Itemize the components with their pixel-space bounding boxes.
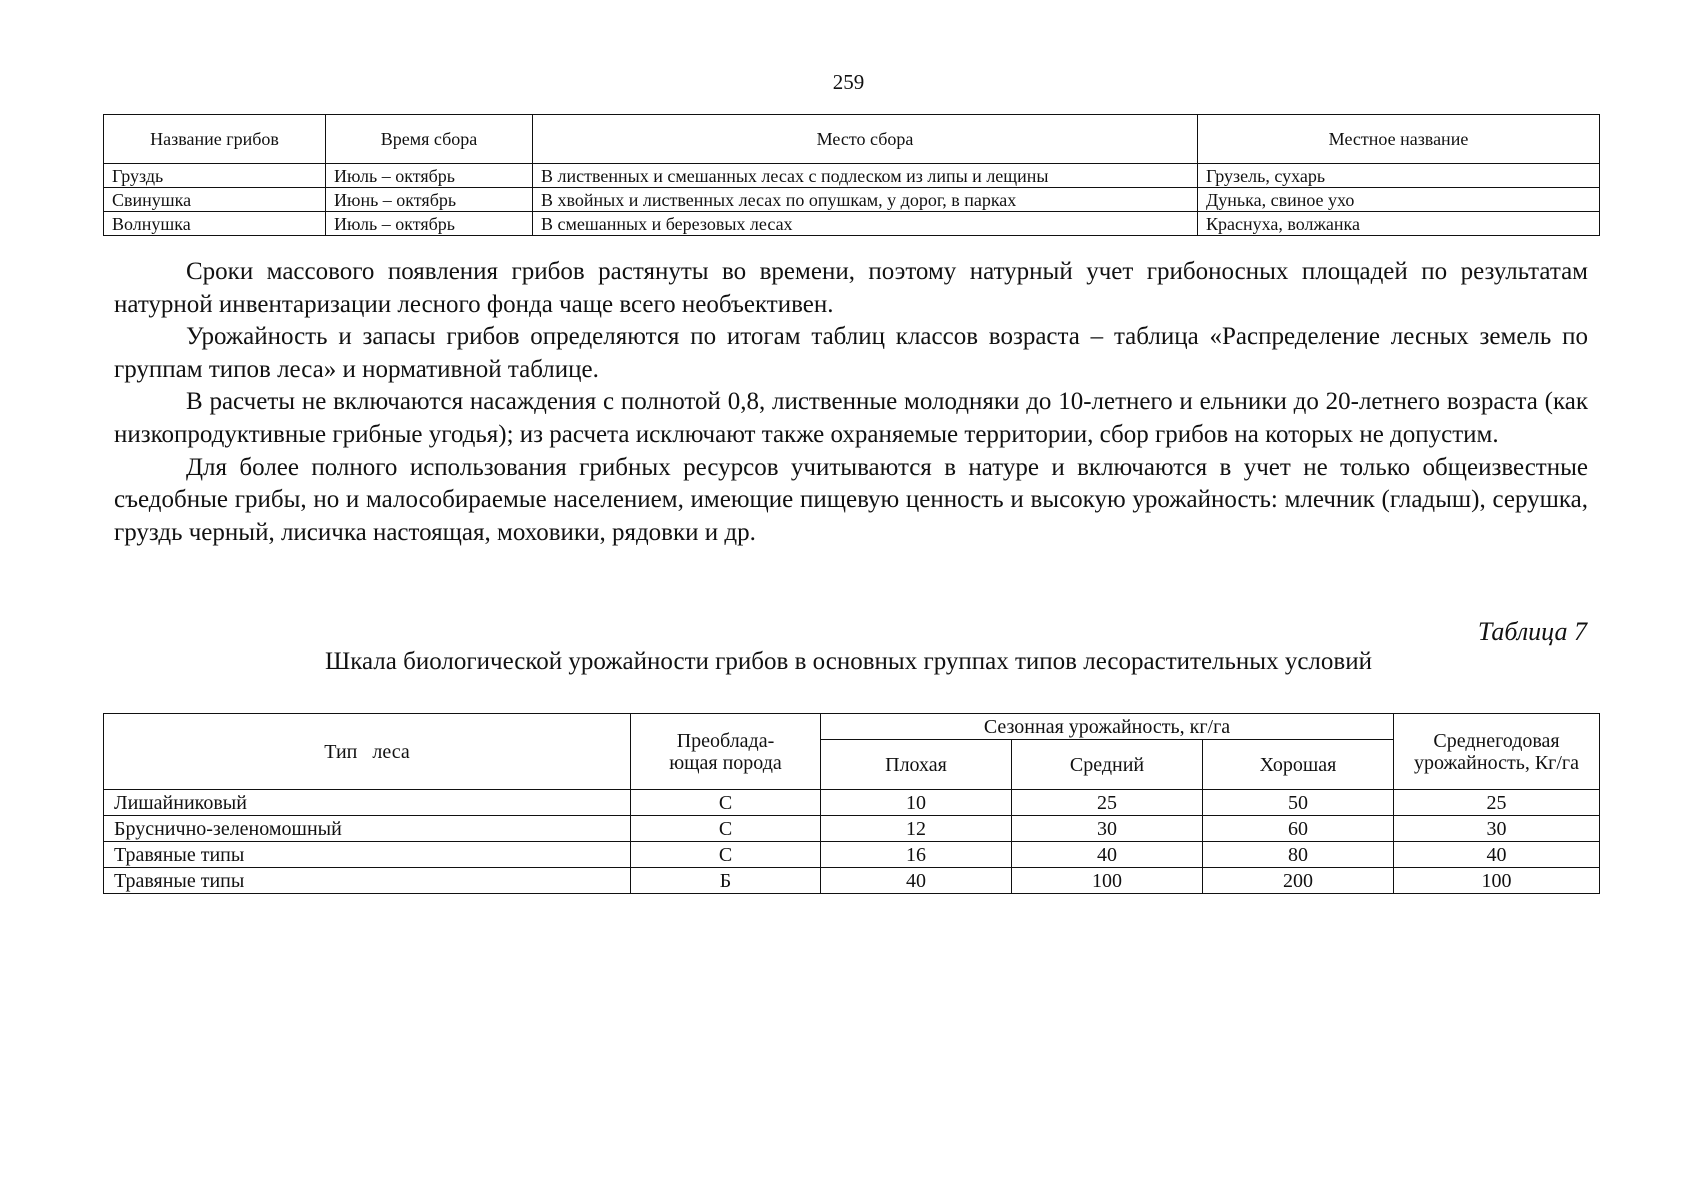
poor-yield-cell: 40 bbox=[821, 868, 1012, 894]
medium-yield-cell: 40 bbox=[1012, 842, 1203, 868]
table-row bbox=[104, 868, 1600, 894]
column-header-mushroom-name: Название грибов bbox=[104, 115, 326, 164]
column-header-dominant-species: Преоблада-ющая порода bbox=[631, 714, 821, 790]
collection-place-cell: В смешанных и березовых лесах bbox=[533, 212, 1198, 236]
good-yield-cell: 50 bbox=[1203, 790, 1394, 816]
paragraph: Для более полного использования грибных ресурсов учитываются в натуре и включаются в учет не только общеизвестные съедобные грибы, но и малособираемые населением, имеющие пищевую ценность и высокую урожайность: млечник (гладыш), серушка, груздь черный, лисичка настоящая, моховики, рядовки и др. bbox=[114, 453, 1588, 546]
table-row bbox=[104, 816, 1600, 842]
table-header-row bbox=[104, 115, 1600, 164]
column-header-annual-average-yield: Среднегодовая урожайность, Кг/га bbox=[1394, 714, 1600, 790]
good-yield-cell: 80 bbox=[1203, 842, 1394, 868]
annual-yield-cell: 25 bbox=[1394, 790, 1600, 816]
table-label: Таблица 7 bbox=[1477, 617, 1587, 646]
local-name-cell: Дунька, свиное ухо bbox=[1198, 188, 1600, 212]
medium-yield-cell: 30 bbox=[1012, 816, 1203, 842]
species-cell: Б bbox=[631, 868, 821, 894]
medium-yield-cell: 100 bbox=[1012, 868, 1203, 894]
column-header-collection-time: Время сбора bbox=[326, 115, 533, 164]
paragraph: Урожайность и запасы грибов определяются по итогам таблиц классов возраста – таблица «Распределение лесных земель по группам типов леса» и нормативной таблице. bbox=[114, 323, 1588, 383]
good-yield-cell: 200 bbox=[1203, 868, 1394, 894]
mushroom-name-cell: Свинушка bbox=[104, 188, 326, 212]
collection-time-cell: Июль – октябрь bbox=[326, 212, 533, 236]
local-name-cell: Краснуха, волжанка bbox=[1198, 212, 1600, 236]
annual-yield-cell: 30 bbox=[1394, 816, 1600, 842]
poor-yield-cell: 16 bbox=[821, 842, 1012, 868]
collection-time-cell: Июнь – октябрь bbox=[326, 188, 533, 212]
column-header-local-name: Местное название bbox=[1198, 115, 1600, 164]
species-cell: С bbox=[631, 816, 821, 842]
local-name-cell: Грузель, сухарь bbox=[1198, 164, 1600, 188]
mushroom-name-cell: Груздь bbox=[104, 164, 326, 188]
annual-yield-cell: 40 bbox=[1394, 842, 1600, 868]
collection-place-cell: В хвойных и лиственных лесах по опушкам, у дорог, в парках bbox=[533, 188, 1198, 212]
table-row bbox=[104, 790, 1600, 816]
column-header-forest-type: Тип леса bbox=[104, 714, 631, 790]
mushroom-yield-table bbox=[103, 713, 1600, 894]
mushroom-name-cell: Волнушка bbox=[104, 212, 326, 236]
page-number: 259 bbox=[832, 70, 865, 94]
mushroom-collection-table bbox=[103, 114, 1600, 236]
column-header-medium: Средний bbox=[1012, 740, 1203, 790]
column-header-good: Хорошая bbox=[1203, 740, 1394, 790]
paragraph: Сроки массового появления грибов растянуты во времени, поэтому натурный учет грибоносных площадей по результатам натурной инвентаризации лесного фонда чаще всего необъективен. bbox=[114, 258, 1588, 318]
column-header-collection-place: Место сбора bbox=[533, 115, 1198, 164]
table-row bbox=[104, 188, 1600, 212]
table-header-row bbox=[104, 714, 1600, 740]
table-row bbox=[104, 164, 1600, 188]
forest-type-cell: Лишайниковый bbox=[104, 790, 631, 816]
collection-time-cell: Июль – октябрь bbox=[326, 164, 533, 188]
paragraph: В расчеты не включаются насаждения с полнотой 0,8, лиственные молодняки до 10-летнего и ельники до 20-летнего возраста (как низкопродуктивные грибные угодья); из расчета исключают также охраняемые территории, сбор грибов на которых не допустим. bbox=[114, 388, 1588, 448]
forest-type-cell: Бруснично-зеленомошный bbox=[104, 816, 631, 842]
forest-type-cell: Травяные типы bbox=[104, 842, 631, 868]
table-row bbox=[104, 212, 1600, 236]
column-header-poor: Плохая bbox=[821, 740, 1012, 790]
annual-yield-cell: 100 bbox=[1394, 868, 1600, 894]
table-title: Шкала биологической урожайности грибов в основных группах типов лесорастительных условий bbox=[325, 648, 1372, 675]
species-cell: С bbox=[631, 790, 821, 816]
medium-yield-cell: 25 bbox=[1012, 790, 1203, 816]
poor-yield-cell: 10 bbox=[821, 790, 1012, 816]
collection-place-cell: В лиственных и смешанных лесах с подлеском из липы и лещины bbox=[533, 164, 1198, 188]
good-yield-cell: 60 bbox=[1203, 816, 1394, 842]
column-header-seasonal-yield: Сезонная урожайность, кг/га bbox=[821, 714, 1394, 740]
species-cell: С bbox=[631, 842, 821, 868]
body-text bbox=[114, 256, 1588, 549]
poor-yield-cell: 12 bbox=[821, 816, 1012, 842]
table-row bbox=[104, 842, 1600, 868]
forest-type-cell: Травяные типы bbox=[104, 868, 631, 894]
